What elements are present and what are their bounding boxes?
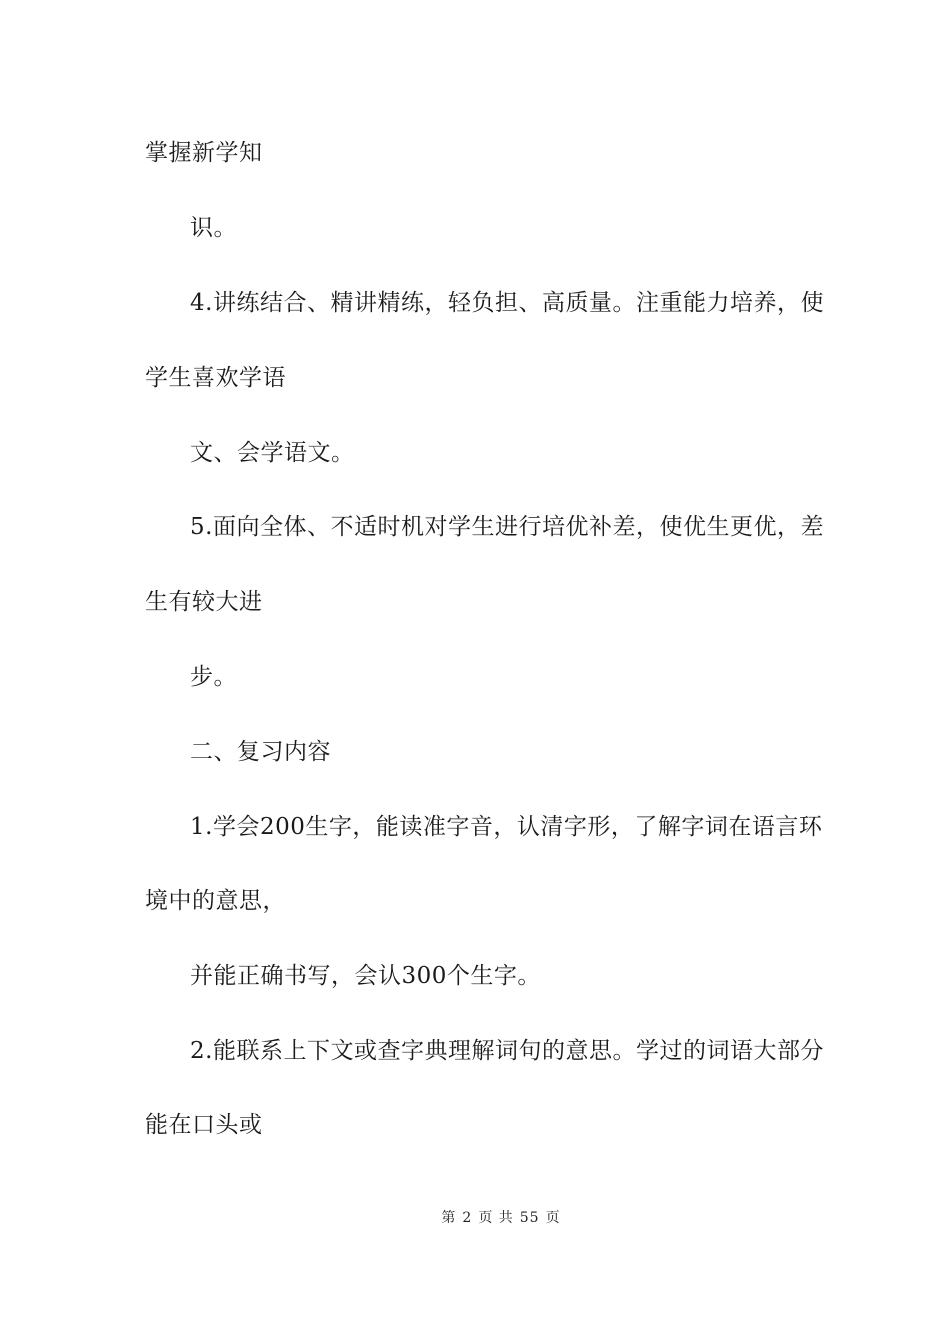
text-line-1: 掌握新学知: [145, 140, 263, 166]
text-line-13: 2.能联系上下文或查字典理解词句的意思。学过的词语大部分: [190, 1038, 824, 1064]
text-line-11: 境中的意思，: [145, 888, 286, 914]
section-heading: 二、复习内容: [190, 739, 331, 765]
footer-middle: 页 共: [478, 1210, 514, 1226]
text-line-6: 5.面向全体、不适时机对学生进行培优补差，使优生更优，差: [190, 514, 824, 540]
footer-total-pages: 55: [519, 1210, 540, 1226]
text-line-5: 文、会学语文。: [190, 440, 355, 466]
footer-prefix: 第: [441, 1210, 457, 1226]
text-line-4: 学生喜欢学语: [145, 365, 286, 391]
text-line-7: 生有较大进: [145, 589, 263, 615]
text-line-3: 4.讲练结合、精讲精练，轻负担、高质量。注重能力培养，使: [190, 290, 824, 316]
text-line-2: 识。: [190, 215, 237, 241]
page-footer: [0, 1208, 950, 1228]
text-line-12: 并能正确书写，会认300个生字。: [190, 963, 541, 989]
footer-suffix: 页: [545, 1210, 561, 1226]
footer-current-page: 2: [462, 1210, 473, 1226]
text-line-14: 能在口头或: [145, 1112, 263, 1138]
text-line-10: 1.学会200生字，能读准字音，认清字形，了解字词在语言环: [190, 814, 823, 840]
text-line-8: 步。: [190, 664, 237, 690]
